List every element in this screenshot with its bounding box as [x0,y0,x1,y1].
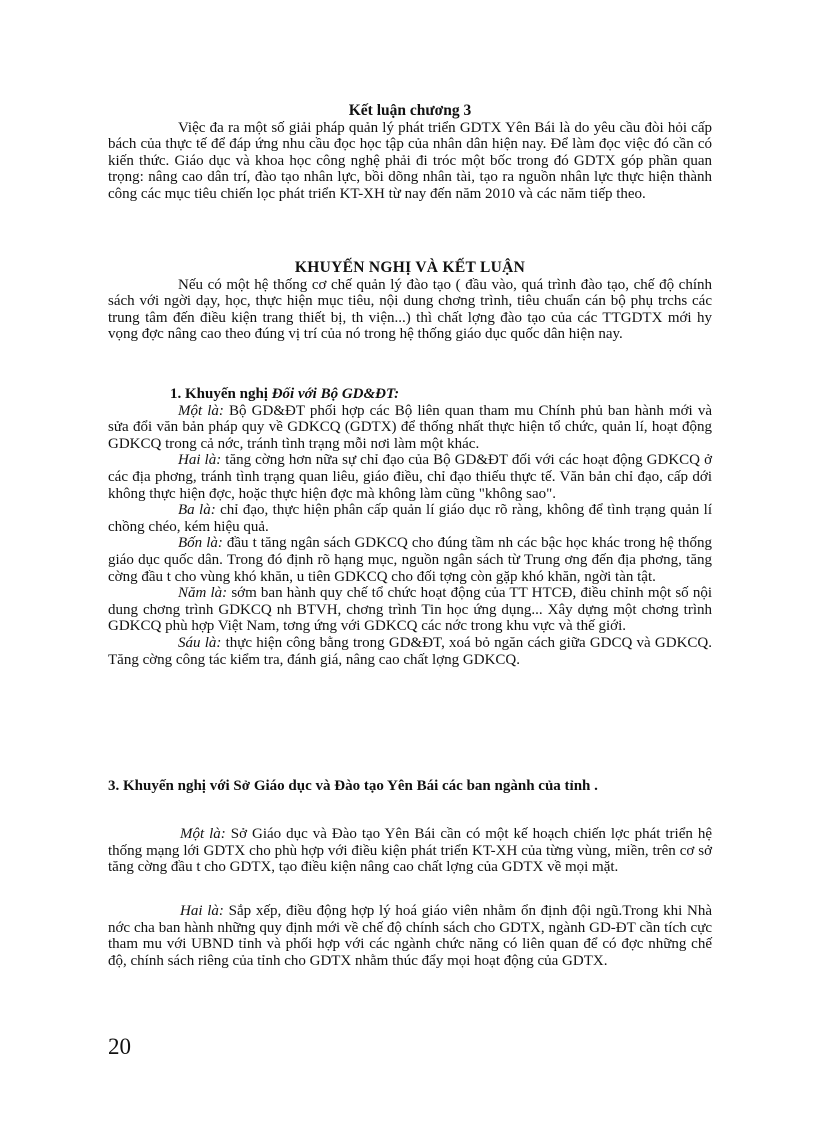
section-recommendations-conclusion [108,260,712,343]
item-text: Sắp xếp, điều động hợp lý hoá giáo viên nhằm ổn định đội ngũ.Trong khi Nhà nớc cha ban hành những quy định mới về chế độ chính sách cho GDTX, ngành GD-ĐT cần tích cực tham mu với UBND tỉnh và phối hợp với các ngành chức năng có liên quan để có đợc những chế độ, chính sách riêng của tỉnh cho GDTX nhằm thúc đẩy mọi hoạt động của GDTX. [108,903,712,969]
body-paragraph: Việc đa ra một số giải pháp quản lý phát triển GDTX Yên Bái là do yêu cầu đòi hỏi cấp bách của thực tế để đáp ứng nhu cầu đọc học tập của nhân dân hiện nay. Để làm đọc việc đó cần có kiến thức. Giáo dục và khoa học công nghệ phải đi tróc một bốc trong đó GDTX góp phần quan trọng: nâng cao dân trí, đào tạo nhân lực, bồi dõng nhân tài, tạo ra nguồn nhân lực thực hiện thành công các mục tiêu chiến lọc phát triển KT-XH từ nay đến năm 2010 và các năm tiếp theo. [108,119,712,202]
subsection-heading: 3. Khuyến nghị với Sở Giáo dục và Đào tạo Yên Bái các ban ngành của tỉnh . [108,778,598,794]
item-text: thực hiện công bằng trong GD&ĐT, xoá bỏ ngăn cách giữa GDCQ và GDKCQ. Tăng cờng công tác kiểm tra, đánh giá, nâng cao chất lợng GDKCQ. [108,634,712,668]
item-text: đầu t tăng ngân sách GDKCQ cho đúng tầm nh các bậc học khác trong hệ thống giáo dục quốc dân. Trong đó định rõ hạng mục, nguồn ngân sách từ Trung ơng đến địa phơng, tăng cờng đầu t cho vùng khó khăn, u tiên GDKCQ cho đối tợng còn gặp khó khăn, ngời tàn tật. [108,535,712,585]
department-item-2 [108,903,712,969]
section-conclusion-chapter [108,103,712,203]
recommendation-department [108,778,712,795]
section-title: KHUYẾN NGHỊ VÀ KẾT LUẬN [294,259,526,276]
body-paragraph: Nếu có một hệ thống cơ chế quản lý đào tạo ( đầu vào, quá trình đào tạo, chế độ chính sách với ngời dạy, học, thực hiện mục tiêu, nội dung chơng trình, tiêu chuẩn cán bộ phụ trchs các trung tâm đến điều kiện trang thiết bị, th viện...) thì chất lợng đào tạo của các TTGDTX mới hy vọng đợc nâng cao theo đúng vị trí của nó trong hệ thống giáo dục quốc dân hiện nay. [108,276,712,343]
item-text: Bộ GD&ĐT phối hợp các Bộ liên quan tham mu Chính phủ ban hành mới và sửa đổi văn bản pháp quy về GDKCQ (GDTX) để thống nhất thực hiện tổ chức, quản lí, hoạt động GDKCQ trong cả nớc, tránh tình trạng mỗi nơi làm một khác. [108,402,712,452]
department-item-1 [108,826,712,876]
list-item [108,635,712,668]
subsection-heading-number: 1. Khuyến nghị [170,386,272,402]
list-item [108,903,712,969]
item-label: Một là: [178,402,224,419]
item-text: chỉ đạo, thực hiện phân cấp quản lí giáo dục rõ ràng, không để tình trạng quản lí chồng chéo, kém hiệu quả. [108,502,713,535]
list-item [108,585,712,635]
subsection-heading [108,386,712,403]
item-label: Sáu là: [178,634,222,651]
item-label: Một là: [180,826,226,842]
item-label: Năm là: [178,585,228,602]
list-item [108,502,712,535]
item-text: tăng cờng hơn nữa sự chỉ đạo của Bộ GD&ĐT đối với các hoạt động GDKCQ ở các địa phơng, tránh tình trạng quan liêu, giáo điều, chỉ đạo thiếu thực tế. Văn bản chỉ đạo, cấp dới không thực hiện đợc, hoặc thực hiện đợc mà không làm cũng "không sao". [108,452,713,502]
item-label: Bốn là: [178,535,223,552]
subsection-heading-emphasis: Đối với Bộ GD&ĐT: [271,386,400,402]
list-item [108,452,712,502]
list-item [108,403,712,453]
item-text: sớm ban hành quy chế tổ chức hoạt động của TT HTCĐ, điều chỉnh một số nội dung chơng trình GDKCQ nh BTVH, chơng trình Tin học ứng dụng... Xây dựng một chơng trình GDKCQ phù hợp Việt Nam, tơng ứng với GDKCQ các nớc trong khu vực và thế giới. [108,585,712,635]
item-label: Hai là: [180,903,224,919]
recommendation-ministry [108,386,712,668]
item-label: Ba là: [178,502,216,519]
page-number: 20 [108,1034,131,1059]
section-title: Kết luận chương 3 [348,102,472,119]
item-label: Hai là: [178,452,222,469]
list-item [108,535,712,585]
item-text: Sở Giáo dục và Đào tạo Yên Bái cần có một kế hoạch chiến lợc phát triển hệ thống mạng lới GDTX cho phù hợp với điều kiện phát triển KT-XH của từng vùng, miền, trên cơ sở tăng cờng đầu t cho GDTX, tạo điều kiện nâng cao chất lợng của GDTX về mọi mặt. [108,826,712,876]
list-item [108,826,712,876]
